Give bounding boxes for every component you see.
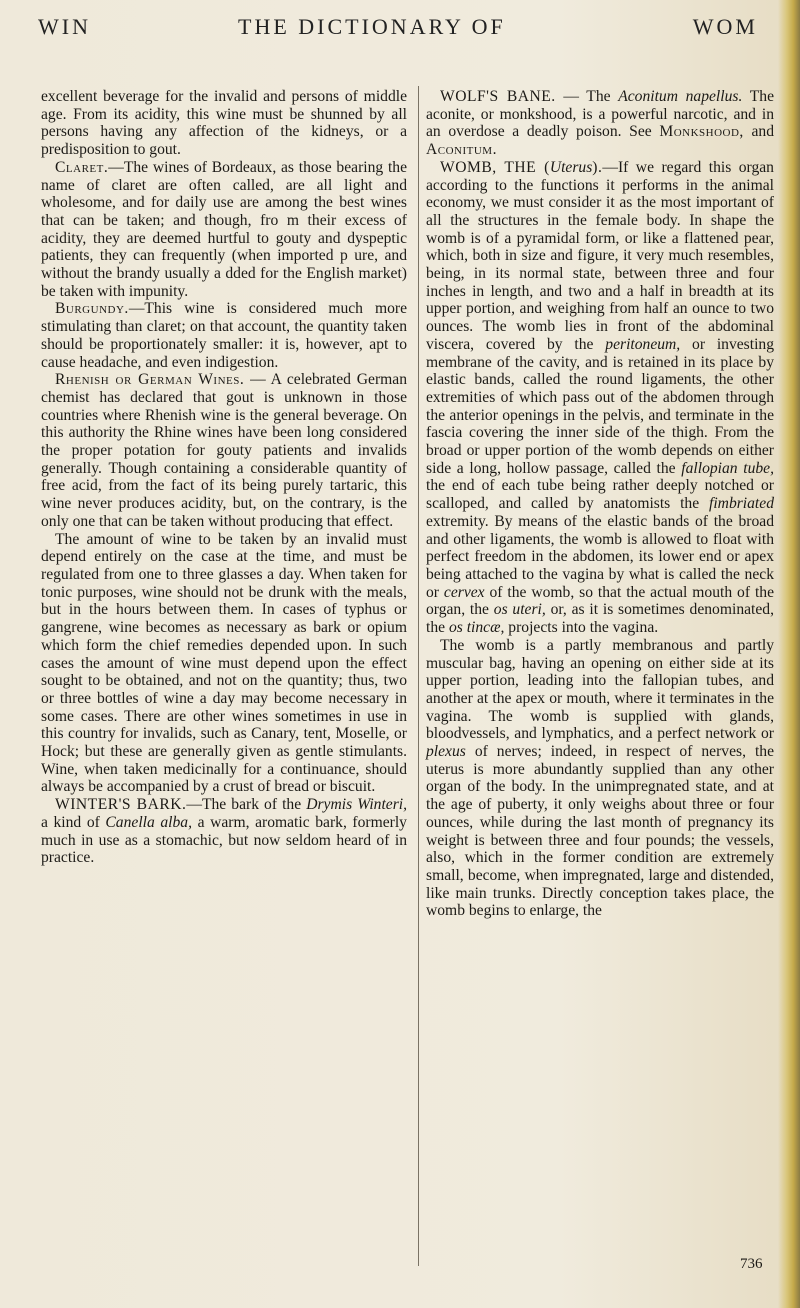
italic-term: plexus <box>426 743 466 761</box>
cross-reference: Monkshood, <box>659 123 744 141</box>
entry-text: The amount of wine to be taken by an invalid must depend entirely on the case at the time, and must be regulated from one to three glasses a day. When taken for tonic purposes, wine should not be drunk with the meals, but in the hours between them. In cases of typhus or gangrene, wine becomes as necessary as bark or opium which form the chief remedies depended upon. In such cases the amount of wine must depend upon the effect sought to be obtained, and not on the quantity; thus, two or three bottles of wine a day may become necessary in some cases. There are other wines sometimes in use in this country for invalids, such as Canary, tent, Moselle, or Hock; but these are generally given as gentle stimulants. Wine, when taken medicinally for a continuance, should always be accompanied by a crust of bread or biscuit. <box>41 530 407 796</box>
entry-text: extremity. By means of the elastic bands of the broad and other ligaments, the womb is allowed to float with perfect freedom in the abdomen, its lower end or apex being attached to the vagina by what is called the neck or <box>426 512 774 601</box>
entry-text: —If we regard this organ according to the functions it performs in the animal economy, we must consider it as the most important of all the structures in the female body. In shape the womb is of a pyramidal form, or like a flattened pear, which, both in size and figure, it very much resembles, being, in its normal state, between three and four inches in length, and two and a half in breadth at its upper portion, and weighing from half an ounce to two ounces. The womb lies in front of the abdominal viscera, covered by the <box>426 158 774 353</box>
entry-text: — The <box>555 88 619 105</box>
entry-term: Burgundy. <box>55 300 129 318</box>
entry-winters-bark <box>41 796 407 867</box>
running-head-title: THE DICTIONARY OF <box>238 14 506 39</box>
entry-text: and <box>743 123 774 141</box>
entry-text: —This wine is considered much more stimulating than claret; on that account, the quantity taken should be proportionately smaller: it is, however, apt to cause headache, and even indigestion. <box>41 300 407 371</box>
entry-term: Rhenish or German Wines. <box>55 371 245 389</box>
paragraph-continuation <box>41 88 407 159</box>
entry-text: —The wines of Bordeaux, as those bearing the name of claret are often called, are all light and wholesome, and for daily use are among the best wines that can be taken; and though, fro m their excess of acidity, they are deemed hurtful to gouty and dyspeptic patients, they can frequently (when imported p ure, and without the brandy usually a dded for the English market) be taken with impunity. <box>41 158 407 300</box>
entry-wolfs-bane <box>426 88 774 159</box>
italic-term: fallopian tube, <box>681 459 775 477</box>
entry-term-close: ). <box>592 158 603 176</box>
entry-text: — A celebrated German chemist has declared that gout is unknown in those countries where Rhenish wine is the general beverage. On this authority the Rhine wines have been long considered the proper potation for gouty patients and invalids generally. Though containing a considerable quantity of free acid, from the fact of its being purely tartaric, this wine never produces acidity, but, on the contrary, is the only one that can be taken without producing that effect. <box>41 371 407 530</box>
cross-reference: Aconitum. <box>426 141 497 159</box>
entry-term: Claret. <box>55 158 109 176</box>
entry-text: of the womb, so that the actual mouth of the organ, the <box>426 583 775 619</box>
left-column <box>41 88 407 867</box>
entry-text: or investing membrane of the cavity, and is retained in its place by elastic bands, called the round ligaments, the other extremities of which pass out of the abdomen through the anterior openings in the pelvis, and terminate in the fascia covering the inner side of the thigh. From the broad or upper portion of the womb depends on either side a long, hollow passage, called the <box>426 335 774 477</box>
paragraph-womb-structure <box>426 637 774 920</box>
entry-term: WOLF'S BANE. <box>440 88 556 105</box>
paragraph-wine-amount <box>41 531 407 797</box>
entry-text: —The bark of the <box>186 796 307 814</box>
entry-burgundy <box>41 300 407 371</box>
latin-name: Drymis Winteri, <box>306 796 408 814</box>
right-column <box>426 88 774 920</box>
italic-term: cervex <box>443 583 485 601</box>
entry-text: or, as it is sometimes denominated, the <box>426 601 774 637</box>
entry-text: of nerves; indeed, in respect of nerves, the uterus is more abundantly supplied than any other organ of the body. In the unimpregnated state, and at the age of puberty, it only weighs about three or four ounces, while during the last month of pregnancy its weight is between three and four pounds; the vessels, also, which in the former condition are extremely small, become, when impregnated, large and distended, like main trunks. Directly conception takes place, the womb begins to enlarge, the <box>426 743 774 920</box>
latin-name: Canella alba, <box>105 813 192 831</box>
entry-text: projects into the vagina. <box>504 619 659 637</box>
latin-name: Uterus <box>549 158 593 176</box>
running-head <box>38 14 758 48</box>
latin-name: Aconitum napellus. <box>618 88 743 105</box>
italic-term: os tincæ, <box>448 619 505 637</box>
entry-term: WINTER'S BARK. <box>55 796 187 814</box>
entry-rhenish <box>41 371 407 530</box>
entry-text: The aconite, or monkshood, is a powerful narcotic, and in an overdose a deadly poison. See <box>426 88 774 141</box>
italic-term: fimbriated <box>709 495 774 513</box>
column-divider <box>418 86 419 1266</box>
entry-text: a kind of <box>41 813 106 831</box>
page-number: 736 <box>740 1256 763 1272</box>
text: excellent beverage for the invalid and persons of middle age. From its acidity, this wine must be shunned by all persons having any affection of the kidneys, or a predisposition to gout. <box>41 88 407 159</box>
entry-womb <box>426 159 774 637</box>
running-head-right: WOM <box>692 14 758 39</box>
entry-text: the end of each tube being rather deeply notched or scalloped, and called by anatomists the <box>426 477 774 513</box>
entry-text: a warm, aromatic bark, formerly much in use as a stomachic, but now seldom heard of in practice. <box>41 813 407 867</box>
page-edge-gilding <box>778 0 800 1308</box>
running-head-left: WIN <box>38 14 91 39</box>
entry-claret <box>41 159 407 301</box>
entry-text: The womb is a partly membranous and partly muscular bag, having an opening on either side at its upper portion, leading into the fallopian tubes, and another at the apex or mouth, where it terminates in the vagina. The womb is supplied with glands, bloodvessels, and lymphatics, and a perfect network or <box>426 636 774 743</box>
italic-term: peritoneum, <box>605 335 681 353</box>
entry-term: WOMB, THE ( <box>440 158 550 176</box>
italic-term: os uteri, <box>493 601 546 619</box>
